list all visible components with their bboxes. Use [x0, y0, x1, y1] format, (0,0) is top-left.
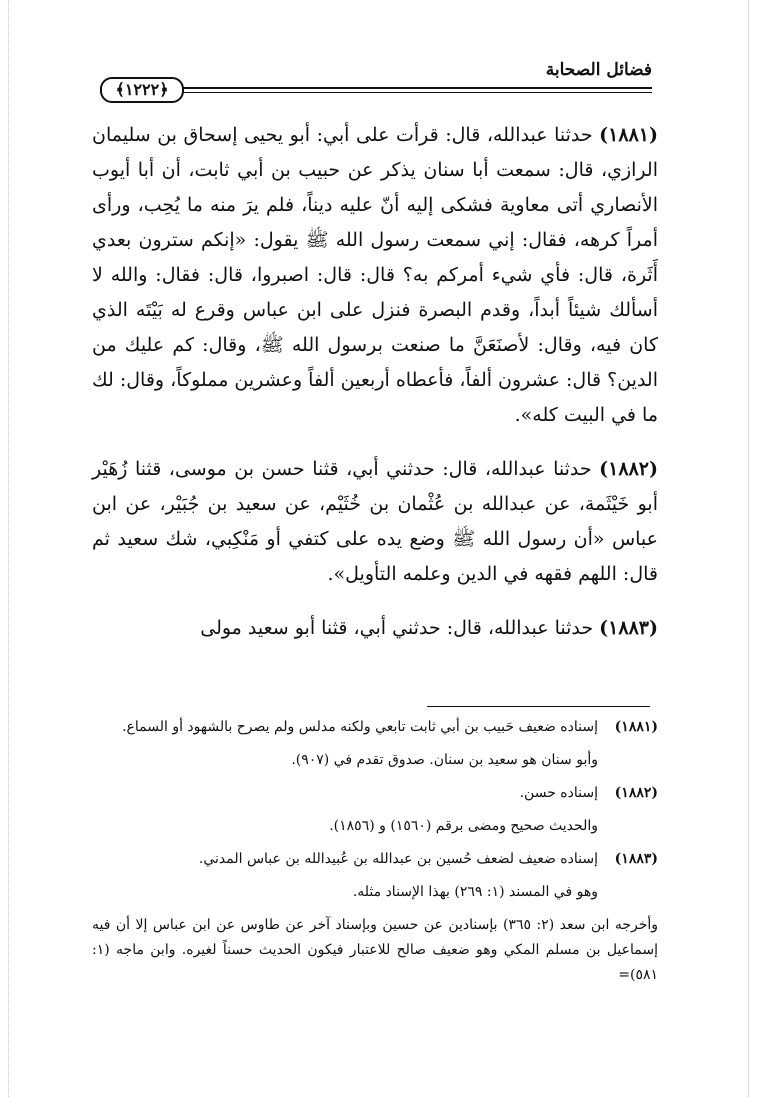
footnote-1881 — [92, 715, 658, 740]
footnote-text: إسناده ضعيف حَبيب بن أبي ثابت تابعي ولكنه مدلس ولم يصرح بالشهود أو السماع. — [122, 719, 598, 735]
running-title: فضائل الصحابة — [545, 60, 652, 80]
footnote-number: (١٨٨١) — [614, 719, 658, 735]
hadith-number: (١٨٨١) — [599, 124, 658, 146]
hadith-1883 — [92, 611, 658, 646]
hadith-1881 — [92, 118, 658, 433]
footnote-divider — [427, 706, 650, 707]
hadith-text: حدثنا عبدالله، قال: حدثني أبي، قثنا حسن بن موسى، قثنا زُهَيْر أبو خَيْثَمة، عن عبدالله بن عُثْمان بن خُثَيْم، عن سعيد بن جُبَيْر، عن ابن عباس «أن رسول الله ﷺ وضع يده على كتفي أو مَنْكِبي، شك سعيد ثم قال: اللهم فقهه في الدين وعلمه التأويل». — [92, 458, 658, 585]
footnote-1883 — [92, 847, 658, 872]
page-number: ﴿١٢٢٢﴾ — [100, 77, 184, 103]
page-edge-right — [748, 0, 749, 1097]
hadith-number: (١٨٨٢) — [599, 458, 658, 480]
main-text — [92, 118, 658, 646]
footnotes — [92, 715, 658, 992]
page-edge-left — [8, 0, 9, 1097]
hadith-text: حدثنا عبدالله، قال: قرأت على أبي: أبو يحيى إسحاق بن سليمان الرازي، قال: سمعت أبا سنان يذكر عن حبيب بن أبي ثابت، أن أبا أيوب الأنصاري أتى معاوية فشكى إليه أنّ عليه ديناً، فلم يرَ منه ما يُحِب، ورأى أمراً كرهه، فقال: إني سمعت رسول الله ﷺ يقول: «إنكم سترون بعدي أَثَرة، قال: فأي شيء أمركم به؟ قال: قال: اصبروا، قال: فقال: والله لا أسألك شيئاً أبداً، وقدم البصرة فنزل على ابن عباس وقرع له بَيْتَه الذي كان فيه، وقال: لأصنَعَنَّ ما صنعت برسول الله ﷺ، وقال: كم عليك من الدين؟ قال: عشرون ألفاً، فأعطاه أربعين ألفاً وعشرين مملوكاً، وقال: لك ما في البيت كله». — [92, 124, 658, 426]
footnote-text: إسناده ضعيف لضعف حُسين بن عبدالله بن عُبيدالله بن عباس المدني. — [198, 851, 598, 867]
page-header — [100, 60, 652, 100]
hadith-1882 — [92, 452, 658, 592]
hadith-text: حدثنا عبدالله، قال: حدثني أبي، قثنا أبو سعيد مولى — [200, 617, 594, 639]
footnote-number: (١٨٨٣) — [614, 851, 658, 867]
footnote-continuation: وأخرجه ابن سعد (٢: ٣٦٥) بإسنادين عن حسين وبإسناد آخر عن طاوس عن ابن عباس إلا أن فيه إسماعيل بن مسلم المكي وهو ضعيف صالح للاعتبار فيكون الحديث حسناً لغيره. وابن ماجه (١: ٥٨١)= — [92, 917, 659, 983]
footnote-number: (١٨٨٢) — [614, 785, 658, 801]
hadith-number: (١٨٨٣) — [599, 617, 658, 639]
footnote-line: والحديث صحيح ومضى برقم (١٥٦٠) و (١٨٥٦). — [329, 818, 598, 834]
footnote-line: وهو في المسند (١: ٢٦٩) بهذا الإسناد مثله. — [352, 884, 598, 900]
footnote-line: وأبو سنان هو سعيد بن سنان. صدوق تقدم في (٩٠٧). — [291, 752, 598, 768]
footnote-1882 — [92, 781, 658, 806]
footnote-text: إسناده حسن. — [519, 785, 598, 801]
